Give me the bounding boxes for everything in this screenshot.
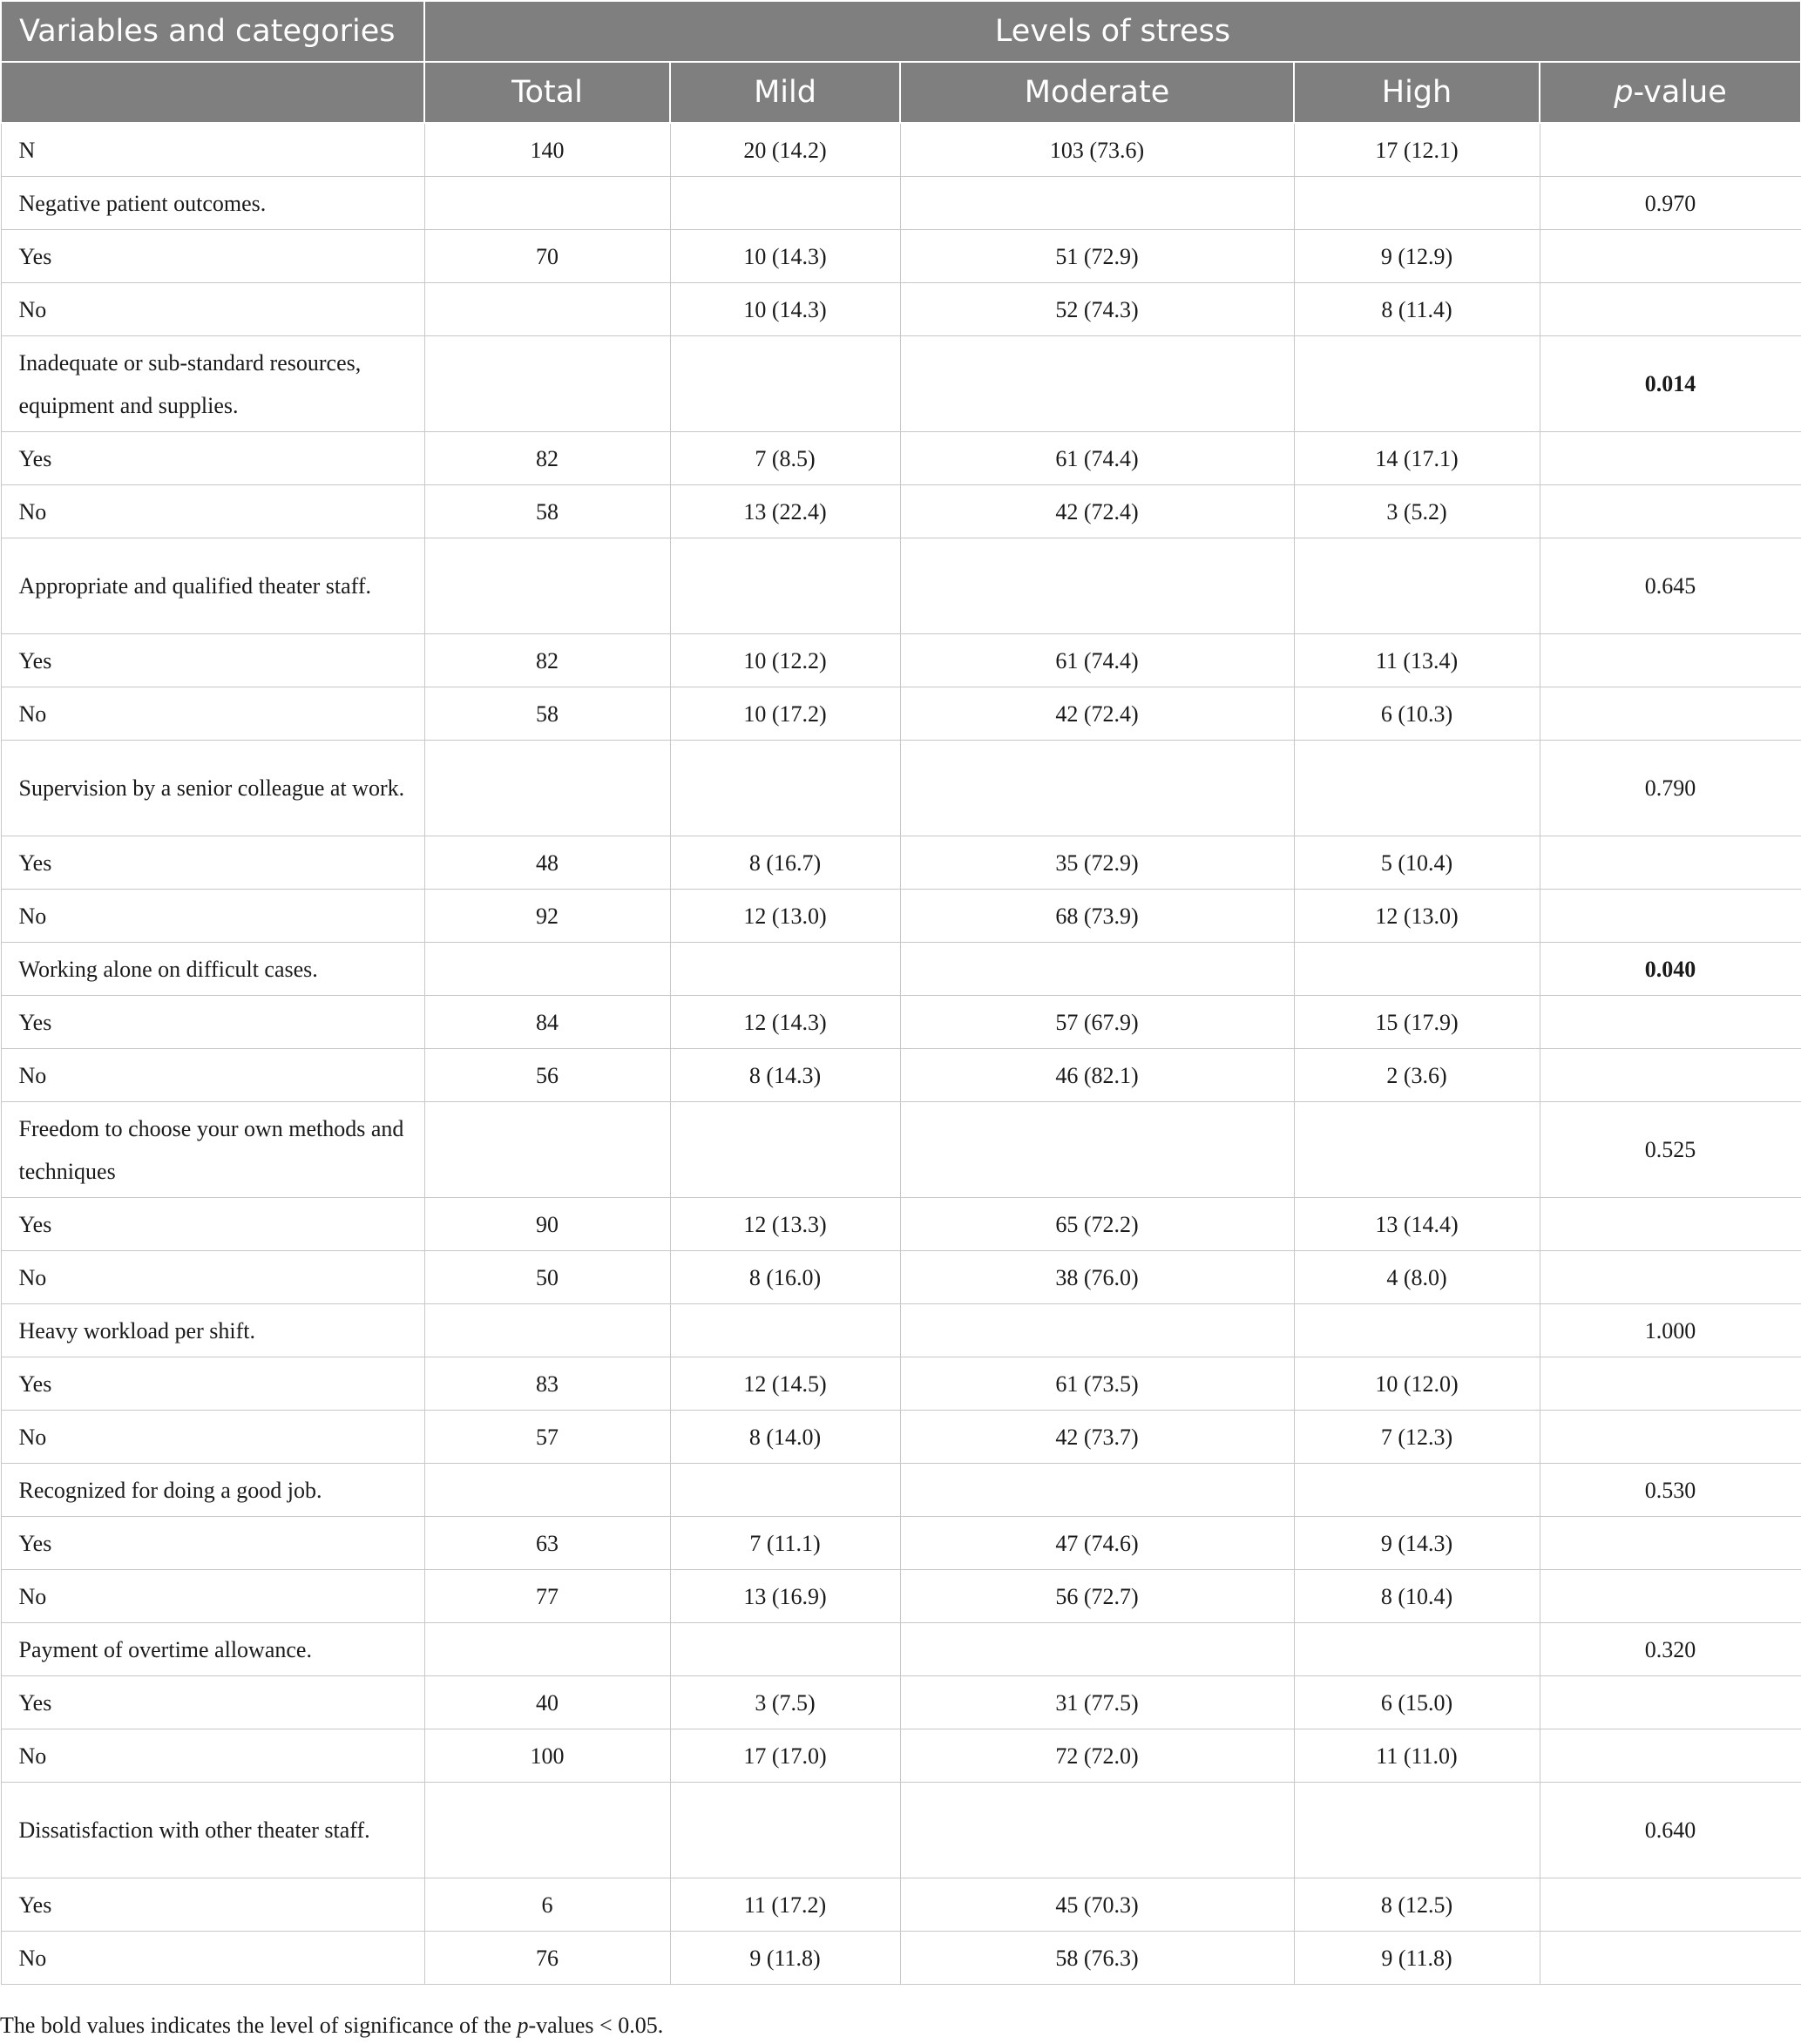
cell-moderate: 68 (73.9) — [900, 890, 1294, 943]
header-row-1 — [1, 1, 1801, 62]
cell-total — [424, 1464, 670, 1517]
cell-high: 14 (17.1) — [1294, 432, 1540, 485]
cell-total: 82 — [424, 432, 670, 485]
table-footnote — [0, 2010, 663, 2041]
cell-high: 8 (12.5) — [1294, 1878, 1540, 1932]
cell-p-value — [1540, 634, 1801, 687]
row-label: Yes — [1, 996, 424, 1049]
cell-moderate — [900, 1464, 1294, 1517]
cell-total: 76 — [424, 1932, 670, 1985]
cell-high — [1294, 943, 1540, 996]
cell-p-value — [1540, 1251, 1801, 1304]
cell-mild: 8 (14.3) — [670, 1049, 900, 1102]
cell-total: 57 — [424, 1411, 670, 1464]
table-row — [1, 1198, 1801, 1251]
cell-total: 92 — [424, 890, 670, 943]
cell-mild: 7 (11.1) — [670, 1517, 900, 1570]
cell-p-value: 0.530 — [1540, 1464, 1801, 1517]
cell-mild: 7 (8.5) — [670, 432, 900, 485]
cell-moderate: 51 (72.9) — [900, 230, 1294, 283]
row-label: Yes — [1, 836, 424, 890]
row-label: No — [1, 485, 424, 538]
cell-high: 15 (17.9) — [1294, 996, 1540, 1049]
row-label: No — [1, 1932, 424, 1985]
table-row — [1, 177, 1801, 230]
cell-mild: 8 (14.0) — [670, 1411, 900, 1464]
cell-total — [424, 336, 670, 432]
table-row — [1, 1102, 1801, 1198]
cell-moderate: 42 (73.7) — [900, 1411, 1294, 1464]
cell-p-value — [1540, 230, 1801, 283]
cell-mild: 17 (17.0) — [670, 1729, 900, 1783]
cell-total — [424, 1102, 670, 1198]
table-row — [1, 336, 1801, 432]
cell-mild — [670, 1464, 900, 1517]
row-label: No — [1, 1251, 424, 1304]
cell-total: 48 — [424, 836, 670, 890]
row-label: Appropriate and qualified theater staff. — [1, 538, 424, 634]
footnote-p-italic: p — [517, 2013, 529, 2038]
table-row — [1, 1729, 1801, 1783]
cell-total: 84 — [424, 996, 670, 1049]
cell-p-value — [1540, 283, 1801, 336]
cell-moderate: 56 (72.7) — [900, 1570, 1294, 1623]
row-label: N — [1, 123, 424, 177]
table-row — [1, 1932, 1801, 1985]
cell-p-value — [1540, 1517, 1801, 1570]
cell-total: 82 — [424, 634, 670, 687]
header-levels-of-stress: Levels of stress — [424, 1, 1801, 62]
table-header — [1, 1, 1801, 123]
cell-p-value: 1.000 — [1540, 1304, 1801, 1357]
cell-high: 9 (11.8) — [1294, 1932, 1540, 1985]
row-label: Yes — [1, 1198, 424, 1251]
cell-total: 83 — [424, 1357, 670, 1411]
cell-p-value: 0.970 — [1540, 177, 1801, 230]
header-row-2 — [1, 62, 1801, 123]
table-row — [1, 485, 1801, 538]
cell-mild — [670, 177, 900, 230]
header-high: High — [1294, 62, 1540, 123]
cell-mild — [670, 1304, 900, 1357]
cell-p-value — [1540, 1676, 1801, 1729]
row-label: No — [1, 687, 424, 741]
footnote-text-1: The bold values indicates the level of significance of the — [0, 2013, 518, 2038]
cell-high — [1294, 1102, 1540, 1198]
cell-total: 6 — [424, 1878, 670, 1932]
row-label: No — [1, 1049, 424, 1102]
cell-total: 140 — [424, 123, 670, 177]
cell-total: 77 — [424, 1570, 670, 1623]
table-row — [1, 890, 1801, 943]
cell-total — [424, 177, 670, 230]
cell-high: 3 (5.2) — [1294, 485, 1540, 538]
cell-high: 7 (12.3) — [1294, 1411, 1540, 1464]
cell-high: 11 (11.0) — [1294, 1729, 1540, 1783]
cell-mild: 10 (14.3) — [670, 283, 900, 336]
cell-moderate — [900, 943, 1294, 996]
cell-mild — [670, 943, 900, 996]
cell-high: 17 (12.1) — [1294, 123, 1540, 177]
cell-moderate: 58 (76.3) — [900, 1932, 1294, 1985]
table-row — [1, 996, 1801, 1049]
cell-high: 9 (14.3) — [1294, 1517, 1540, 1570]
cell-high: 6 (15.0) — [1294, 1676, 1540, 1729]
cell-moderate — [900, 1102, 1294, 1198]
table-row — [1, 283, 1801, 336]
cell-moderate — [900, 1623, 1294, 1676]
cell-high: 5 (10.4) — [1294, 836, 1540, 890]
cell-total — [424, 1783, 670, 1878]
cell-mild — [670, 741, 900, 836]
cell-high: 2 (3.6) — [1294, 1049, 1540, 1102]
cell-p-value — [1540, 1570, 1801, 1623]
cell-moderate: 35 (72.9) — [900, 836, 1294, 890]
cell-p-value: 0.040 — [1540, 943, 1801, 996]
footnote-text-2: -values < 0.05. — [528, 2013, 664, 2038]
cell-high: 11 (13.4) — [1294, 634, 1540, 687]
table-row — [1, 1570, 1801, 1623]
cell-mild — [670, 1102, 900, 1198]
cell-high: 6 (10.3) — [1294, 687, 1540, 741]
cell-moderate: 61 (74.4) — [900, 432, 1294, 485]
cell-p-value: 0.320 — [1540, 1623, 1801, 1676]
table-row — [1, 538, 1801, 634]
cell-total: 90 — [424, 1198, 670, 1251]
cell-total: 58 — [424, 485, 670, 538]
cell-p-value — [1540, 996, 1801, 1049]
table-row — [1, 1357, 1801, 1411]
cell-total — [424, 943, 670, 996]
table-row — [1, 1517, 1801, 1570]
row-label: Dissatisfaction with other theater staff. — [1, 1783, 424, 1878]
cell-p-value — [1540, 1729, 1801, 1783]
cell-high: 12 (13.0) — [1294, 890, 1540, 943]
cell-high: 9 (12.9) — [1294, 230, 1540, 283]
cell-p-value: 0.645 — [1540, 538, 1801, 634]
cell-high: 8 (11.4) — [1294, 283, 1540, 336]
table-row — [1, 1464, 1801, 1517]
row-label: No — [1, 1570, 424, 1623]
table-row — [1, 432, 1801, 485]
cell-total: 56 — [424, 1049, 670, 1102]
cell-p-value — [1540, 1049, 1801, 1102]
cell-mild: 12 (13.3) — [670, 1198, 900, 1251]
cell-mild: 13 (16.9) — [670, 1570, 900, 1623]
row-label: Yes — [1, 1676, 424, 1729]
cell-mild: 8 (16.7) — [670, 836, 900, 890]
cell-total — [424, 283, 670, 336]
cell-mild — [670, 1623, 900, 1676]
cell-p-value — [1540, 1357, 1801, 1411]
cell-mild: 13 (22.4) — [670, 485, 900, 538]
cell-mild: 12 (14.3) — [670, 996, 900, 1049]
cell-moderate: 61 (73.5) — [900, 1357, 1294, 1411]
row-label: No — [1, 1411, 424, 1464]
cell-high: 4 (8.0) — [1294, 1251, 1540, 1304]
row-label: Heavy workload per shift. — [1, 1304, 424, 1357]
table-row — [1, 943, 1801, 996]
cell-high — [1294, 1623, 1540, 1676]
header-moderate: Moderate — [900, 62, 1294, 123]
cell-p-value — [1540, 1932, 1801, 1985]
cell-moderate: 47 (74.6) — [900, 1517, 1294, 1570]
cell-p-value — [1540, 890, 1801, 943]
cell-moderate: 45 (70.3) — [900, 1878, 1294, 1932]
row-label: No — [1, 1729, 424, 1783]
cell-mild: 10 (12.2) — [670, 634, 900, 687]
cell-p-value — [1540, 687, 1801, 741]
cell-high: 10 (12.0) — [1294, 1357, 1540, 1411]
table-body — [1, 123, 1801, 1985]
cell-moderate — [900, 1783, 1294, 1878]
table-row — [1, 634, 1801, 687]
table-row — [1, 1411, 1801, 1464]
cell-p-value — [1540, 1878, 1801, 1932]
cell-moderate: 57 (67.9) — [900, 996, 1294, 1049]
cell-p-value: 0.014 — [1540, 336, 1801, 432]
cell-p-value — [1540, 432, 1801, 485]
cell-total: 63 — [424, 1517, 670, 1570]
row-label: Yes — [1, 432, 424, 485]
row-label: Inadequate or sub-standard resources, equipment and supplies. — [1, 336, 424, 432]
cell-p-value — [1540, 836, 1801, 890]
cell-moderate: 72 (72.0) — [900, 1729, 1294, 1783]
cell-p-value: 0.790 — [1540, 741, 1801, 836]
cell-mild: 8 (16.0) — [670, 1251, 900, 1304]
cell-mild: 11 (17.2) — [670, 1878, 900, 1932]
cell-total: 70 — [424, 230, 670, 283]
header-blank — [1, 62, 424, 123]
table-row — [1, 1251, 1801, 1304]
cell-moderate — [900, 336, 1294, 432]
cell-high: 8 (10.4) — [1294, 1570, 1540, 1623]
cell-total — [424, 538, 670, 634]
row-label: Yes — [1, 230, 424, 283]
cell-high: 13 (14.4) — [1294, 1198, 1540, 1251]
cell-mild: 9 (11.8) — [670, 1932, 900, 1985]
cell-moderate: 103 (73.6) — [900, 123, 1294, 177]
cell-p-value — [1540, 1198, 1801, 1251]
cell-p-value: 0.525 — [1540, 1102, 1801, 1198]
cell-moderate: 61 (74.4) — [900, 634, 1294, 687]
row-label: Supervision by a senior colleague at work. — [1, 741, 424, 836]
table-row — [1, 1623, 1801, 1676]
header-variables: Variables and categories — [1, 1, 424, 62]
header-mild: Mild — [670, 62, 900, 123]
table-row — [1, 741, 1801, 836]
table-row — [1, 1049, 1801, 1102]
table-row — [1, 1304, 1801, 1357]
cell-moderate: 42 (72.4) — [900, 485, 1294, 538]
row-label: Negative patient outcomes. — [1, 177, 424, 230]
cell-high — [1294, 1464, 1540, 1517]
cell-mild — [670, 336, 900, 432]
cell-total: 40 — [424, 1676, 670, 1729]
cell-total: 50 — [424, 1251, 670, 1304]
cell-mild: 10 (17.2) — [670, 687, 900, 741]
header-p-value — [1540, 62, 1801, 123]
row-label: Payment of overtime allowance. — [1, 1623, 424, 1676]
cell-moderate: 52 (74.3) — [900, 283, 1294, 336]
cell-moderate: 31 (77.5) — [900, 1676, 1294, 1729]
row-label: Yes — [1, 1878, 424, 1932]
cell-mild: 12 (14.5) — [670, 1357, 900, 1411]
row-label: Yes — [1, 634, 424, 687]
table-row — [1, 836, 1801, 890]
cell-high — [1294, 741, 1540, 836]
row-label: No — [1, 283, 424, 336]
cell-total — [424, 1623, 670, 1676]
row-label: Yes — [1, 1517, 424, 1570]
cell-moderate: 46 (82.1) — [900, 1049, 1294, 1102]
table-row — [1, 230, 1801, 283]
row-label: No — [1, 890, 424, 943]
p-value-suffix: -value — [1633, 75, 1727, 110]
cell-total — [424, 1304, 670, 1357]
cell-p-value: 0.640 — [1540, 1783, 1801, 1878]
cell-moderate: 38 (76.0) — [900, 1251, 1294, 1304]
cell-moderate: 42 (72.4) — [900, 687, 1294, 741]
cell-high — [1294, 538, 1540, 634]
cell-mild: 10 (14.3) — [670, 230, 900, 283]
cell-mild: 3 (7.5) — [670, 1676, 900, 1729]
cell-moderate — [900, 177, 1294, 230]
cell-moderate — [900, 1304, 1294, 1357]
row-label: Working alone on difficult cases. — [1, 943, 424, 996]
cell-mild — [670, 1783, 900, 1878]
header-total: Total — [424, 62, 670, 123]
row-label: Yes — [1, 1357, 424, 1411]
cell-moderate — [900, 538, 1294, 634]
cell-p-value — [1540, 123, 1801, 177]
cell-high — [1294, 1304, 1540, 1357]
p-italic: p — [1614, 75, 1634, 110]
row-label: Recognized for doing a good job. — [1, 1464, 424, 1517]
cell-high — [1294, 1783, 1540, 1878]
cell-mild — [670, 538, 900, 634]
table-row — [1, 687, 1801, 741]
table-row — [1, 1676, 1801, 1729]
cell-total: 100 — [424, 1729, 670, 1783]
cell-total: 58 — [424, 687, 670, 741]
cell-moderate — [900, 741, 1294, 836]
row-label: Freedom to choose your own methods and techniques — [1, 1102, 424, 1198]
cell-total — [424, 741, 670, 836]
cell-mild: 20 (14.2) — [670, 123, 900, 177]
table-row — [1, 123, 1801, 177]
cell-high — [1294, 177, 1540, 230]
cell-high — [1294, 336, 1540, 432]
cell-p-value — [1540, 485, 1801, 538]
table-row — [1, 1878, 1801, 1932]
cell-p-value — [1540, 1411, 1801, 1464]
cell-moderate: 65 (72.2) — [900, 1198, 1294, 1251]
cell-mild: 12 (13.0) — [670, 890, 900, 943]
table-row — [1, 1783, 1801, 1878]
